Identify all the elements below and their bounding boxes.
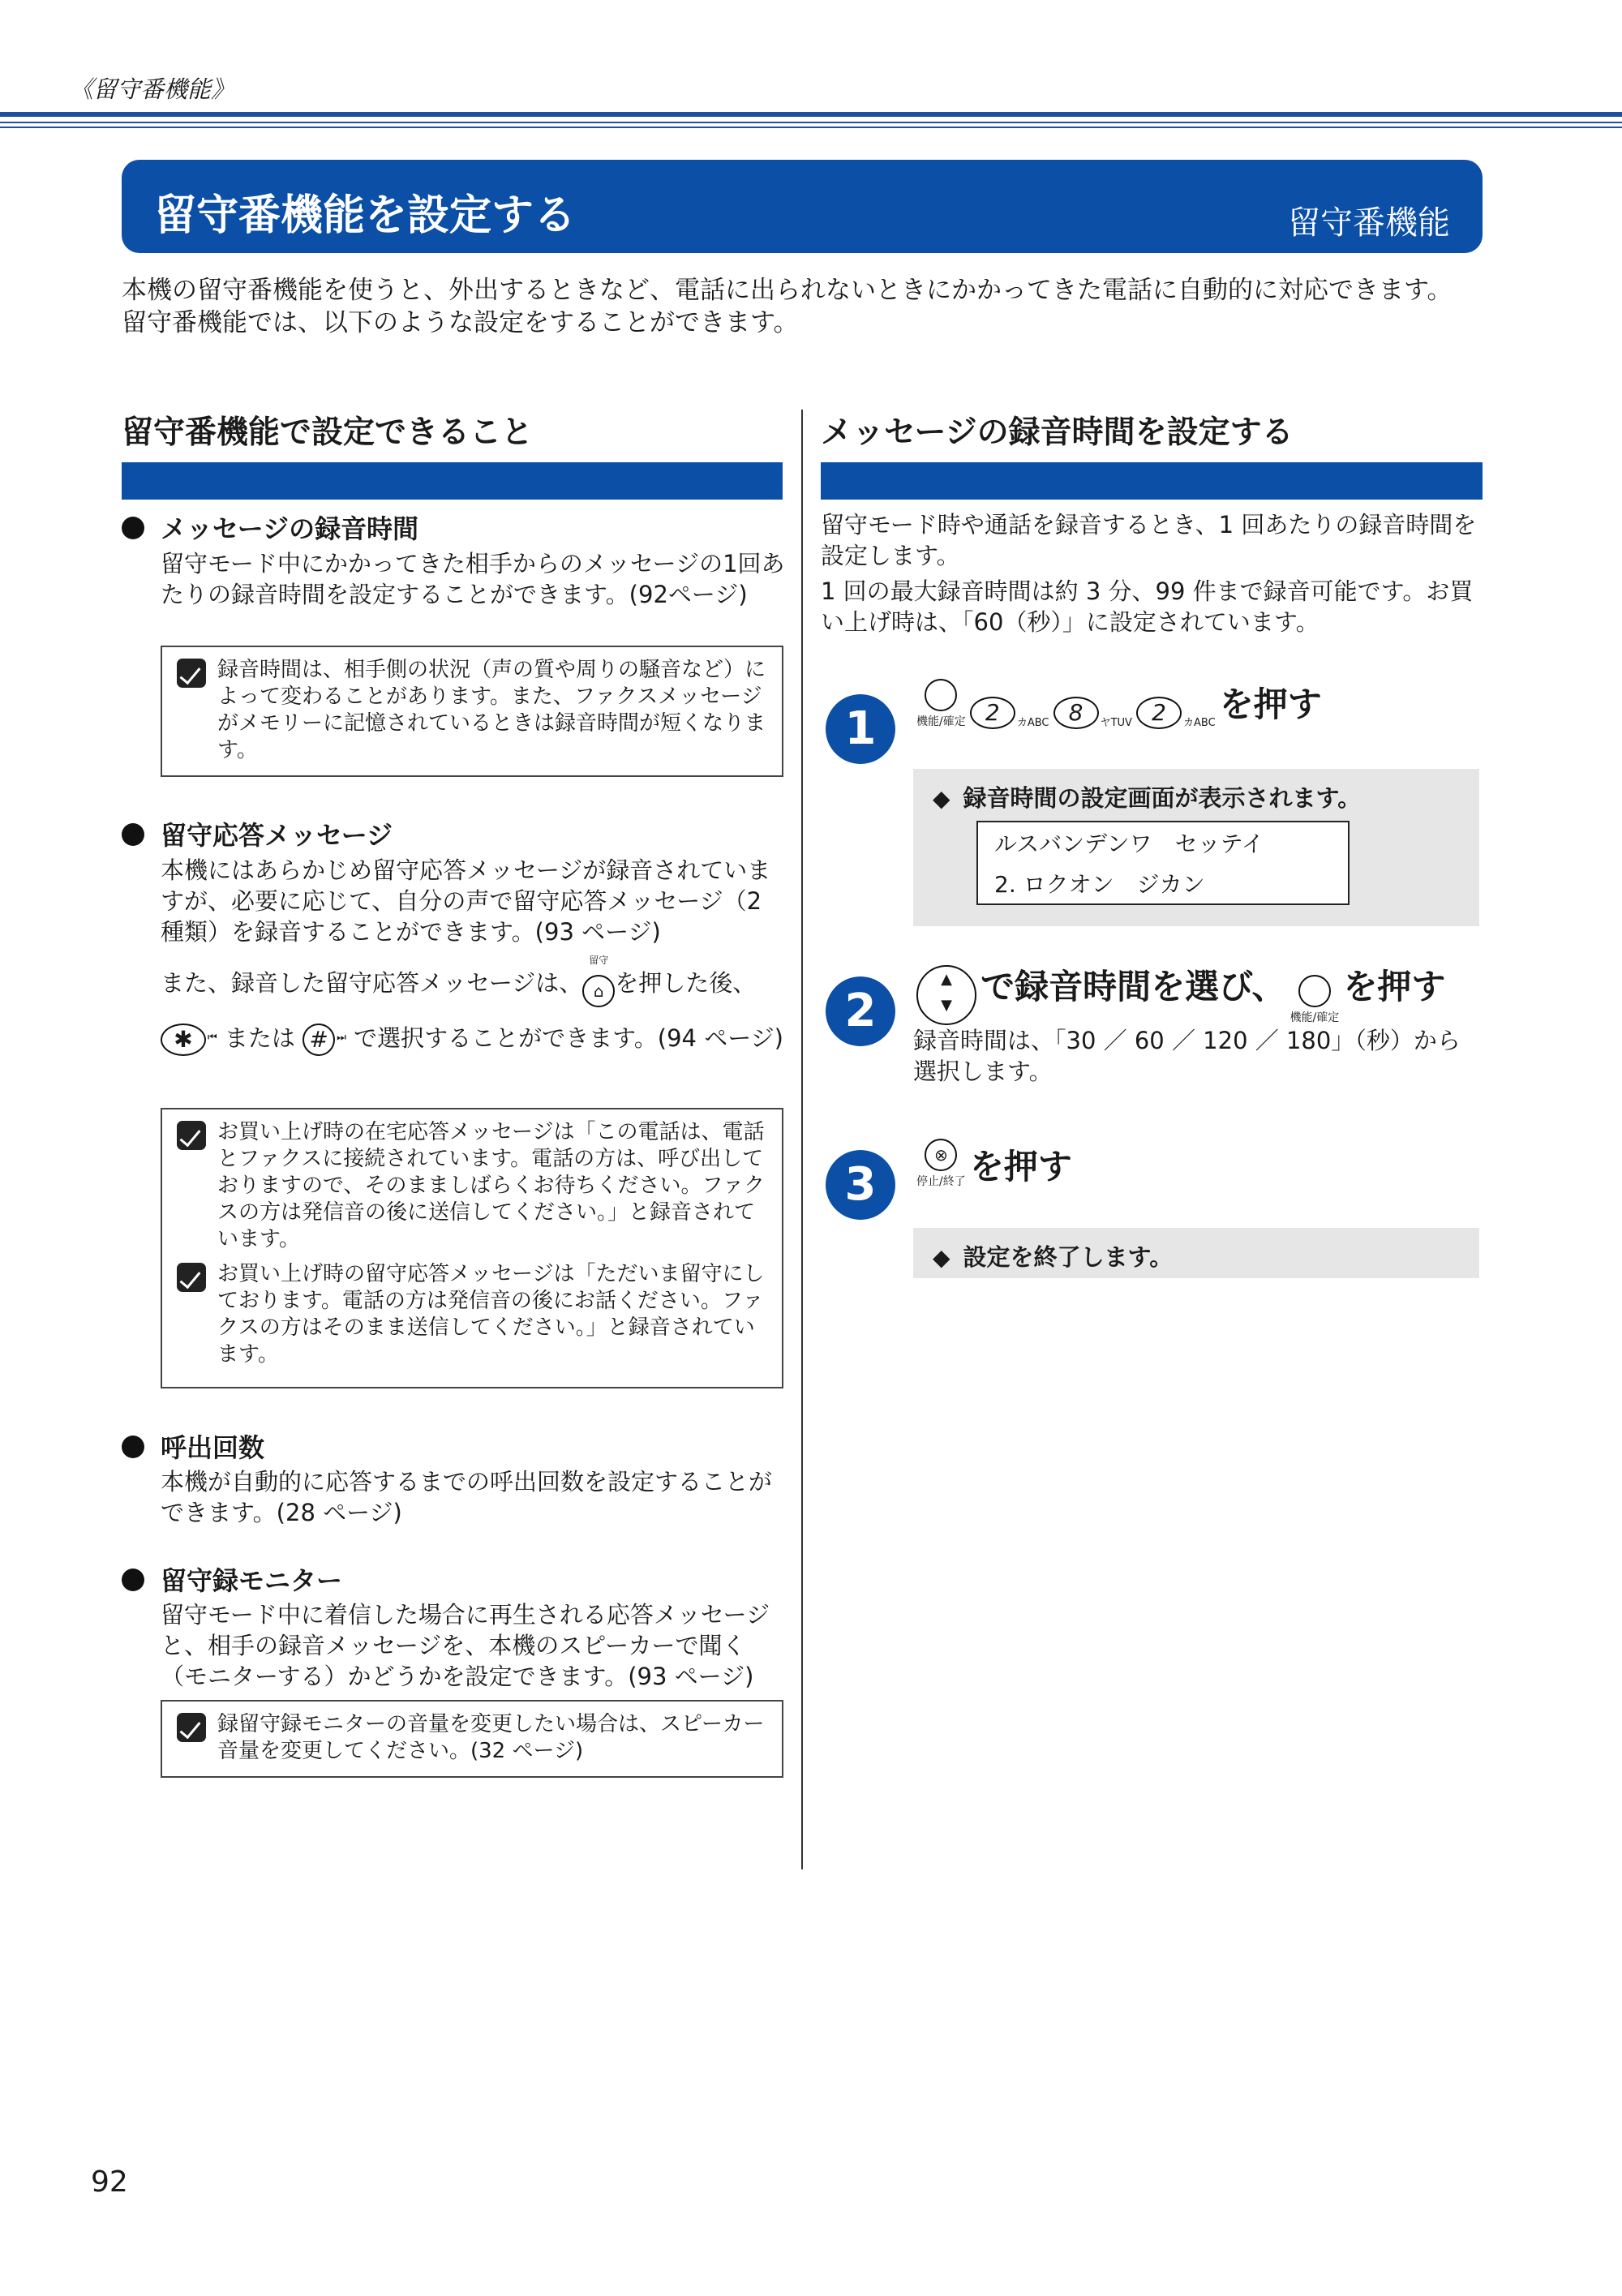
right-intro-1: 留守モード時や通話を録音するとき、1 回あたりの録音時間を設定します。 xyxy=(821,511,1477,569)
diamond-bullet-icon: ◆ xyxy=(933,1244,950,1271)
lcd-line-2: 2. ロクオン ジカン xyxy=(994,871,1205,898)
note-icon xyxy=(177,1121,206,1150)
step-number-1: 1 xyxy=(826,694,895,764)
up-down-key-icon: ▲ ▼ xyxy=(916,965,976,1025)
key-2-icon: 2 xyxy=(1136,697,1182,729)
step-3-result-text: 設定を終了します。 xyxy=(963,1243,1174,1271)
left-section-bar xyxy=(122,462,783,500)
bullet-icon xyxy=(122,1436,144,1458)
function-ok-key-icon: 機能/確定 xyxy=(1290,975,1340,1025)
step-3-instruction: ⊗ 停止/終了 を押す xyxy=(916,1139,1072,1189)
intro-line-1: 本機の留守番機能を使うと、外出するときなど、電話に出られないときにかかってきた電話に自動的に対応できます。 xyxy=(122,276,1453,305)
note-text: 録留守録モニターの音量を変更したい場合は、スピーカー音量を変更してください。(32 ページ) xyxy=(217,1712,765,1763)
note-text: お買い上げ時の留守応答メッセージは「ただいま留守にしております。電話の方は発信音の後にお話ください。ファクスの方はそのまま送信してください。」と録音されています。 xyxy=(217,1262,765,1367)
step-1-result-text: 録音時間の設定画面が表示されます。 xyxy=(963,784,1362,812)
rusu-key-icon: 留守 ⌂ xyxy=(582,955,615,1014)
step-1-instruction: 機能/確定 2 カABC 8 ヤTUV 2 カABC を押す xyxy=(916,678,1322,729)
key-8-icon: 8 xyxy=(1053,697,1099,729)
bullet-heading-ring-count: 呼出回数 xyxy=(122,1427,264,1465)
lcd-display xyxy=(976,821,1350,905)
right-section-title: メッセージの録音時間を設定する xyxy=(821,414,1294,451)
step-3-result-box xyxy=(913,1228,1479,1278)
note-text: 録音時間は、相手側の状況（声の質や周りの騒音など）によって変わることがあります。また、ファクスメッセージがメモリーに記憶されているときは録音時間が短くなります。 xyxy=(217,658,766,762)
step-1-result-box xyxy=(913,769,1479,926)
step-2-description: 録音時間は、「30 ／ 60 ／ 120 ／ 180」（秒）から選択します。 xyxy=(913,1027,1461,1085)
page-title: 留守番機能を設定する xyxy=(154,191,577,240)
right-section-bar xyxy=(821,462,1483,500)
right-intro-2: 1 回の最大録音時間は約 3 分、99 件まで録音可能です。お買い上げ時は、「60（秒）」に設定されています。 xyxy=(821,577,1474,636)
column-divider xyxy=(801,410,803,1869)
star-key-icon: ✱ xyxy=(161,1024,206,1056)
section-tag: 留守番機能 xyxy=(1288,204,1450,242)
function-ok-key-icon: 機能/確定 xyxy=(916,679,966,729)
header-rule-thick xyxy=(0,112,1622,117)
header-rule-thin-2 xyxy=(0,127,1622,128)
recording-time-body: 留守モード中にかかってきた相手からのメッセージの1回あたりの録音時間を設定することができます。(92ページ) xyxy=(161,550,785,608)
note-icon xyxy=(177,1263,206,1292)
page-number: 92 xyxy=(91,2165,128,2199)
step-number-3: 3 xyxy=(826,1150,895,1220)
note-icon xyxy=(177,659,206,688)
note-text: お買い上げ時の在宅応答メッセージは「この電話は、電話とファクスに接続されています。電話の方は、呼び出しておりますので、そのまましばらくお待ちください。ファクスの方は発信音の後に送信してください。」と録音されています。 xyxy=(217,1120,765,1251)
monitor-body: 留守モード中に着信した場合に再生される応答メッセージと、相手の録音メッセージを、本機のスピーカーで聞く（モニターする）かどうかを設定できます。(93 ページ) xyxy=(161,1601,770,1690)
note-box-2 xyxy=(161,1108,783,1388)
chapter-header: 《留守番機能》 xyxy=(70,75,235,103)
left-section-title: 留守番機能で設定できること xyxy=(122,414,534,451)
note-box-3 xyxy=(161,1700,783,1778)
header-rule-thin-1 xyxy=(0,122,1622,123)
greeting-body: 本機にはあらかじめ留守応答メッセージが録音されていますが、必要に応じて、自分の声で留守応答メッセージ（2 種類）を録音することができます。(93 ページ) xyxy=(161,856,771,946)
note-box-1 xyxy=(161,646,783,777)
step-2-instruction: ▲ ▼ で録音時間を選び、 機能/確定 を押す xyxy=(916,960,1445,1025)
bullet-heading-recording-time: メッセージの録音時間 xyxy=(122,509,418,546)
intro-line-2: 留守番機能では、以下のような設定をすることができます。 xyxy=(122,308,799,337)
note-icon xyxy=(177,1713,206,1742)
ring-count-body: 本機が自動的に応答するまでの呼出回数を設定することができます。(28 ページ) xyxy=(161,1468,773,1526)
key-2-icon: 2 xyxy=(970,697,1015,729)
bullet-icon xyxy=(122,1569,144,1591)
bullet-heading-greeting: 留守応答メッセージ xyxy=(122,815,393,852)
bullet-icon xyxy=(122,823,144,846)
greeting-body-2: また、録音した留守応答メッセージは、 留守 ⌂ を押した後、 ✱ ⏮ または # ⏭ で選択することができます。(94 ページ) xyxy=(161,955,793,1062)
stop-exit-key-icon: ⊗ 停止/終了 xyxy=(916,1139,966,1189)
hash-key-icon: # xyxy=(303,1024,335,1056)
bullet-heading-monitor: 留守録モニター xyxy=(122,1560,342,1598)
lcd-line-1: ルスバンデンワ セッテイ xyxy=(994,830,1264,857)
diamond-bullet-icon: ◆ xyxy=(933,785,950,812)
intro xyxy=(122,274,1484,339)
bullet-icon xyxy=(122,517,144,539)
title-banner xyxy=(122,160,1483,253)
step-number-2: 2 xyxy=(826,976,895,1046)
